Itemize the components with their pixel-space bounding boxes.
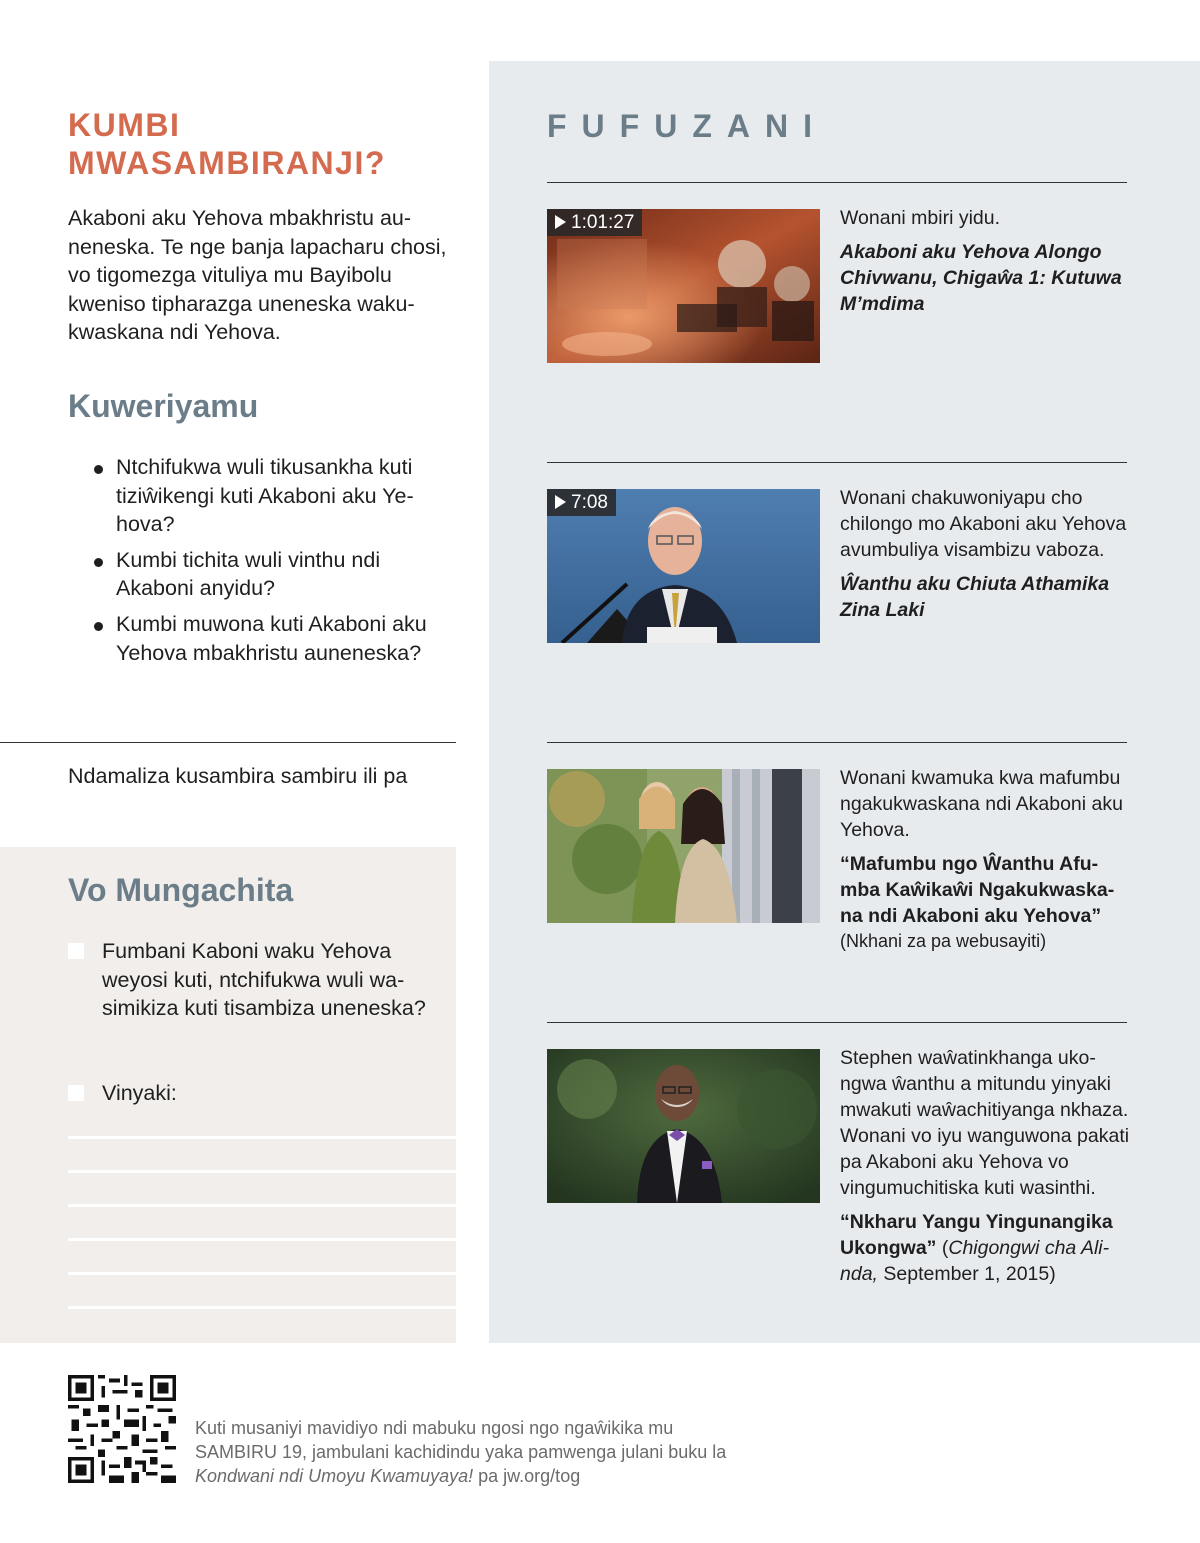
resource-description — [840, 1045, 1130, 1287]
resource-description — [840, 205, 1130, 317]
divider — [547, 742, 1127, 743]
list-item: Ntchifukwa wuli tikusankha kuti tiziŵikengi kuti Akaboni aku Yehova? — [68, 453, 453, 539]
play-icon — [555, 215, 566, 229]
task-item: Vinyaki: — [68, 1079, 453, 1108]
article-thumbnail-women[interactable] — [547, 769, 820, 923]
writing-line[interactable] — [68, 1204, 456, 1207]
lesson-title: KUMBI MWASAMBIRANJI? — [68, 107, 386, 181]
writing-line[interactable] — [68, 1170, 456, 1173]
action-heading: Vo Mungachita — [68, 872, 294, 908]
article-thumbnail-stephen[interactable] — [547, 1049, 820, 1203]
article-title-link[interactable]: “Nkharu Yangu Yingunangika Ukongwa” (Chigongwi cha Alinda, September 1, 2015) — [840, 1211, 1113, 1285]
book-title: Kondwani ndi Umoyu Kwamuyaya! — [195, 1466, 474, 1486]
review-heading: Kuweriyamu — [68, 387, 259, 424]
writing-line[interactable] — [68, 1272, 456, 1275]
video-thumbnail-history[interactable] — [547, 209, 820, 363]
lesson-summary: Akaboni aku Yehova mbakhristu auneneska. Te nge banja lapacharu chosi, vo tigomezga vituliya mu Bayibolu kweniso tipharazga uneneska wakukwaskana ndi Yehova. — [68, 206, 447, 345]
video-title-link[interactable]: Ŵanthu aku Chiuta Athamika Zina Laki — [840, 573, 1110, 621]
divider — [0, 742, 456, 743]
explore-heading: FUFUZANI — [547, 108, 827, 144]
list-item: Kumbi tichita wuli vinthu ndi Akaboni anyidu? — [68, 546, 453, 603]
resource-text: Wonani kwamuka kwa mafumbu ngakukwaskana ndi Akaboni aku Yehova. — [840, 767, 1123, 841]
footer-note: Kuti musaniyi mavidiyo ndi mabuku ngosi ngo ngaŵikika mu SAMBIRU 19, jambulani kachidindu yaka pamwenga julani buku la Kondwani ndi Umoyu Kwamuyaya! pa jw.org/tog — [195, 1418, 727, 1486]
checkbox-icon[interactable] — [68, 1085, 84, 1101]
stephen-portrait-image — [547, 1049, 820, 1203]
writing-line[interactable] — [68, 1136, 456, 1139]
women-at-door-image — [547, 769, 820, 923]
resource-description — [840, 485, 1130, 623]
resource-text: Wonani chakuwoniyapu cho chilongo mo Akaboni aku Yehova avumbuliya visambizu vaboza. — [840, 487, 1127, 561]
divider — [547, 182, 1127, 183]
review-questions — [68, 453, 453, 667]
resource-description — [840, 765, 1130, 954]
finish-date-label: Ndamaliza kusambira sambiru ili pa — [68, 764, 408, 788]
list-item: Kumbi muwona kuti Akaboni aku Yehova mbakhristu auneneska? — [68, 610, 453, 667]
divider — [547, 462, 1127, 463]
bullet-icon — [94, 558, 103, 567]
bullet-icon — [94, 465, 103, 474]
video-thumbnail-speaker[interactable] — [547, 489, 820, 643]
qr-code-icon[interactable] — [68, 1375, 176, 1483]
article-title-link[interactable]: “Mafumbu ngo Ŵanthu Afumba Kaŵikaŵi Ngakukwaskana ndi Akaboni aku Yehova” — [840, 853, 1115, 927]
resource-text: Wonani mbiri yidu. — [840, 207, 1001, 229]
article-source-note: (Nkhani za pa webusayiti) — [840, 931, 1047, 951]
video-duration-badge: 7:08 — [547, 489, 616, 516]
video-title-link[interactable]: Akaboni aku Yehova Alongo Chivwanu, Chigaŵa 1: Kutuwa M’mdima — [840, 241, 1122, 315]
left-column-top — [68, 106, 453, 674]
writing-line[interactable] — [68, 1306, 456, 1309]
video-duration-badge: 1:01:27 — [547, 209, 642, 236]
task-item: Fumbani Kaboni waku Yehova weyosi kuti, ntchifukwa wuli wasimikiza kuti tisambiza uneneska? — [68, 937, 453, 1023]
divider — [547, 1022, 1127, 1023]
play-icon — [555, 495, 566, 509]
resource-text: Stephen waŵatinkhanga ukongwa ŵanthu a mitundu yinyaki mwakuti waŵachitiyanga nkhaza. Wonani vo iyu wanguwona pakati pa Akaboni aku Yehova vo vingumuchitiska kuti wasinthi. — [840, 1047, 1130, 1199]
writing-line[interactable] — [68, 1238, 456, 1241]
checkbox-icon[interactable] — [68, 943, 84, 959]
bullet-icon — [94, 622, 103, 631]
